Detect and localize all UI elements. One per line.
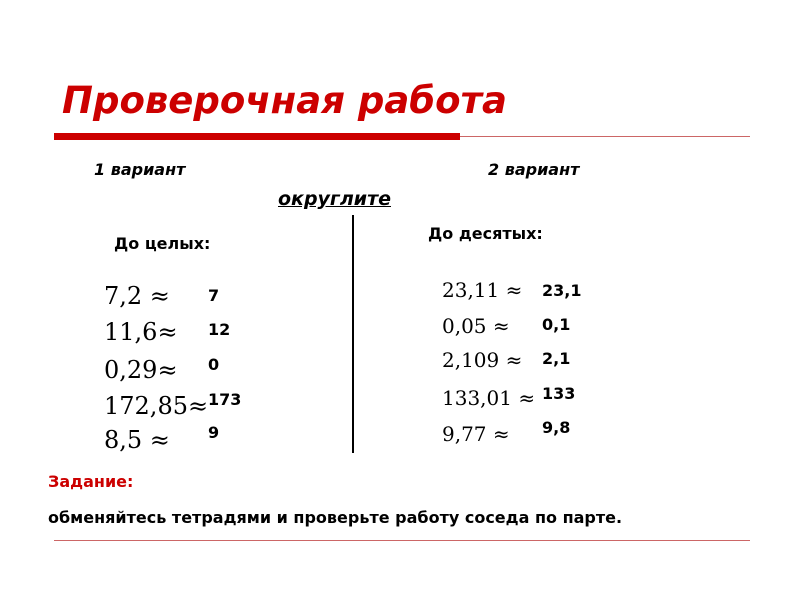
left-answer: 173 [208,390,242,409]
title-underline-rule [460,136,750,137]
right-answer: 133 [542,384,576,403]
right-column-heading: До десятых: [428,224,543,243]
variant-1-label: 1 вариант [94,160,186,179]
left-expression: 0,29≈ [104,356,178,384]
right-expression: 2,109 ≈ [442,348,523,372]
right-expression: 23,11 ≈ [442,278,523,302]
right-answer: 23,1 [542,281,582,300]
left-expression: 8,5 ≈ [104,426,170,454]
right-answer: 2,1 [542,349,571,368]
left-column-heading: До целых: [114,234,211,253]
left-answer: 0 [208,355,220,374]
right-answer: 0,1 [542,315,571,334]
instruction-heading: округлите [278,188,391,210]
left-expression: 172,85≈ [104,392,209,420]
right-expression: 9,77 ≈ [442,422,510,446]
left-answer: 12 [208,320,231,339]
page-title: Проверочная работа [62,79,507,122]
right-expression: 0,05 ≈ [442,314,510,338]
right-answer: 9,8 [542,418,571,437]
variant-2-label: 2 вариант [488,160,580,179]
task-text: обменяйтесь тетрадями и проверьте работу соседа по парте. [48,508,623,527]
footer-rule [54,540,750,541]
title-underline-bar [54,133,460,140]
left-expression: 11,6≈ [104,318,178,346]
column-divider [352,215,354,453]
left-answer: 9 [208,423,220,442]
task-heading: Задание: [48,472,134,491]
left-answer: 7 [208,286,220,305]
left-expression: 7,2 ≈ [104,282,170,310]
right-expression: 133,01 ≈ [442,386,536,410]
